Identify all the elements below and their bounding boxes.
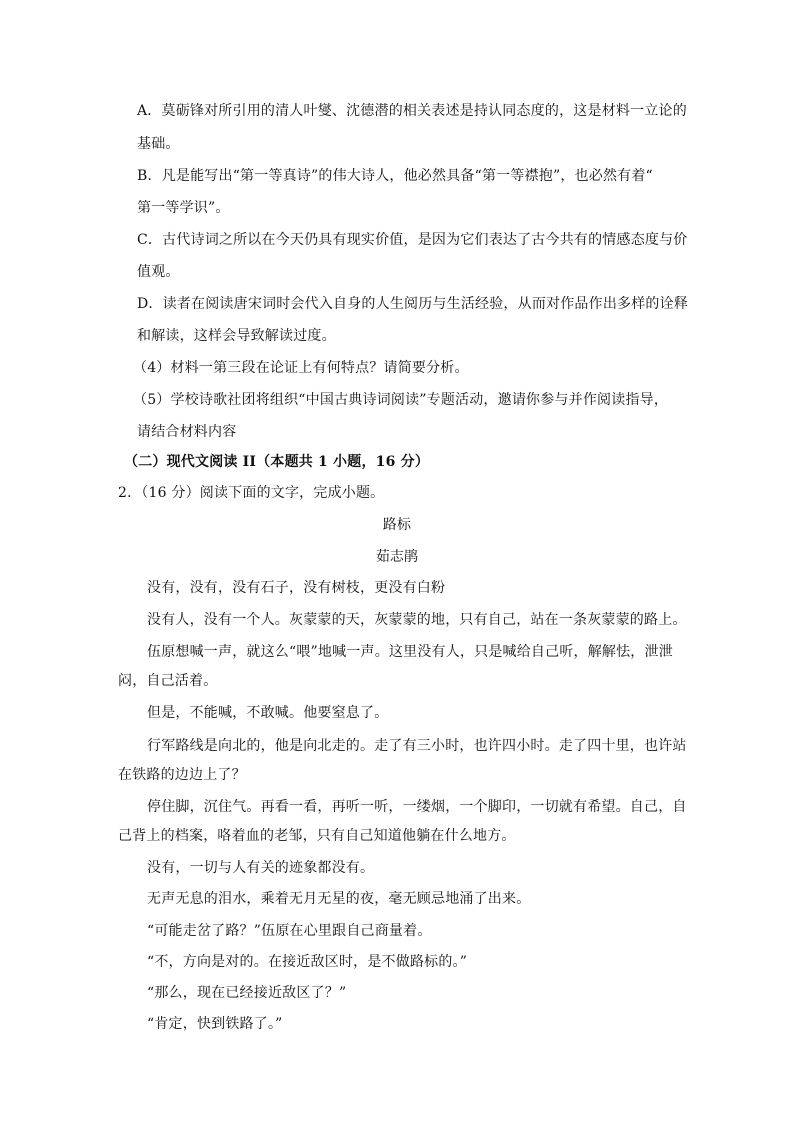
sub-question-4: （4）材料一第三段在论证上有何特点？请简要分析。 <box>133 360 469 376</box>
paragraph-line: 在铁路的边边上了？ <box>118 767 246 783</box>
option-a-line-2: 基础。 <box>137 136 180 152</box>
option-d-line-1: D．读者在阅读唐宋词时会代入自身的人生阅历与生活经验，从而对作品作出多样的诠释 <box>137 296 689 312</box>
paragraph-line: 行军路线是向北的，他是向北走的。走了有三小时，也许四小时。走了四十里，也许站 <box>147 738 687 754</box>
article-title: 路标 <box>382 517 412 533</box>
paragraph-line: 伍原想喊一声，就这么“喂”地喊一声。这里没有人，只是喊给自己听，解解怯，泄泄 <box>147 644 673 660</box>
article-author: 茹志鹃 <box>375 549 419 565</box>
dialogue-line: “那么，现在已经接近敌区了？” <box>147 985 347 1001</box>
paragraph-line: 闷，自己活着。 <box>118 673 218 689</box>
paragraph-line: 但是，不能喊，不敢喊。他要窒息了。 <box>147 705 389 721</box>
paragraph-line: 无声无息的泪水，乘着无月无星的夜，毫无顾忌地涌了出来。 <box>147 891 531 907</box>
paragraph-line: 没有，一切与人有关的迹象都没有。 <box>147 860 375 876</box>
option-a-line-1: A．莫砺锋对所引用的清人叶燮、沈德潜的相关表述是持认同态度的，这是材料一立论的 <box>137 103 687 119</box>
option-b-line-2: 第一等学识”。 <box>137 200 230 216</box>
sub-question-5-line-2: 请结合材料内容 <box>137 424 237 440</box>
section-heading: （二）现代文阅读 II（本题共 1 小题，16 分） <box>124 454 430 470</box>
option-c-line-2: 值观。 <box>137 264 180 280</box>
paragraph-line: 没有，没有，没有石子，没有树枝，更没有白粉 <box>147 580 446 596</box>
option-d-line-2: 和解读，这样会导致解读过度。 <box>137 328 336 344</box>
dialogue-line: “可能走岔了路？”伍原在心里跟自己商量着。 <box>147 923 432 939</box>
dialogue-line: “肯定，快到铁路了。” <box>147 1016 283 1032</box>
question-2-stem: 2．（16 分）阅读下面的文字，完成小题。 <box>118 485 385 501</box>
paragraph-line: 停住脚，沉住气。再看一看，再听一听，一缕烟，一个脚印，一切就有希望。自己，自 <box>147 799 687 815</box>
option-c-line-1: C．古代诗词之所以在今天仍具有现实价值，是因为它们表达了古今共有的情感态度与价 <box>137 232 688 248</box>
option-b-line-1: B．凡是能写出“第一等真诗”的伟大诗人，他必然具备“第一等襟抱”，也必然有着“ <box>137 168 653 184</box>
paragraph-line: 己背上的档案，咯着血的老邹，只有自己知道他躺在什么地方。 <box>118 828 516 844</box>
dialogue-line: “不，方向是对的。在接近敌区时，是不做路标的。” <box>147 954 468 970</box>
sub-question-5-line-1: （5）学校诗歌社团将组织“中国古典诗词阅读”专题活动，邀请你参与并作阅读指导， <box>133 392 669 408</box>
paragraph-line: 没有人，没有一个人。灰蒙蒙的天，灰蒙蒙的地，只有自己，站在一条灰蒙蒙的路上。 <box>147 612 687 628</box>
